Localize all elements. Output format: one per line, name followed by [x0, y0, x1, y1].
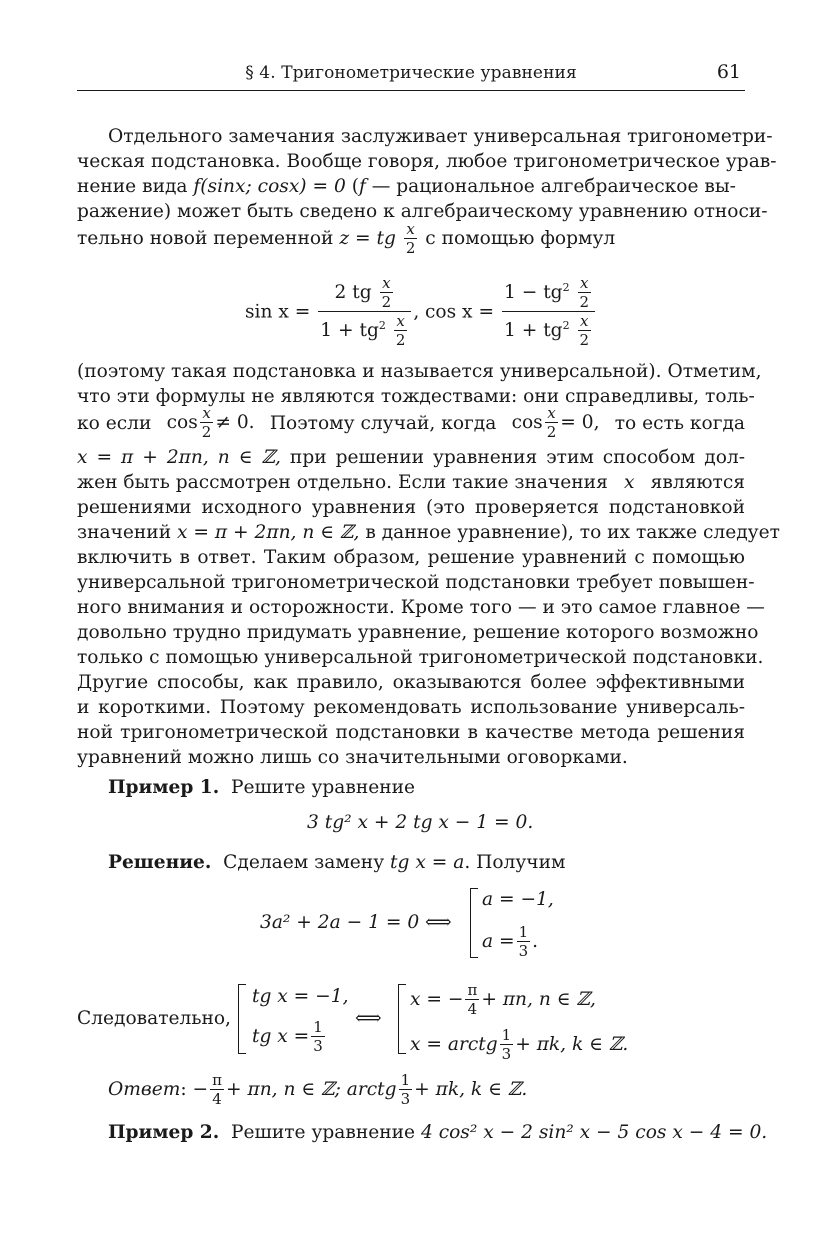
text-line: и короткими. Поэтому рекомендовать использование универсаль-	[77, 697, 745, 718]
consequently-label: Следовательно,	[77, 1008, 231, 1029]
text-line: x = π + 2πn, n ∈ ℤ, при решении уравнения этим способом дол-	[77, 447, 745, 468]
fraction-x-2: $\frac{x}{2}$	[405, 220, 416, 257]
text-line: уравнений можно лишь со значительными оговорками.	[77, 747, 628, 768]
case-line: tg x = −1,	[252, 986, 349, 1007]
solution-heading: Решение. Сделаем замену tg x = a. Получим	[108, 852, 566, 873]
text-line: решениями исходного уравнения (это проверяется подстановкой	[77, 497, 745, 518]
text-line: ной тригонометрической подстановки в качестве метода решения	[77, 722, 745, 743]
iff-symbol: ⟺	[355, 1008, 382, 1029]
text-line: ного внимания и осторожности. Кроме того — и это самое главное —	[77, 597, 765, 618]
text-line: только с помощью универсальной тригонометрической подстановки.	[77, 647, 764, 668]
case-line: a = $\frac{1}{3}$ .	[482, 923, 539, 960]
answer-line: Ответ: − $\frac{\pi}{4}$ + πn, n ∈ ℤ; arctg $\frac{1}{3}$ + πk, k ∈ ℤ.	[108, 1071, 528, 1108]
running-head	[77, 60, 745, 91]
text-line: универсальной тригонометрической подстановки требует повышен-	[77, 572, 755, 593]
case-line: a = −1,	[482, 889, 554, 910]
running-head-title: § 4. Тригонометрические уравнения	[245, 63, 577, 83]
formula-sin: sin x = 2 tg $\frac{x}{2}$ $1 + tg^2$ $\frac{x}{2}$ ,	[245, 274, 420, 349]
case-line: tg x = $\frac{1}{3}$	[252, 1018, 323, 1055]
example-1-heading: Пример 1. Решите уравнение	[108, 777, 416, 798]
text-line: нение вида f(sinx; cosx) = 0 (f — рациональное алгебраическое вы-	[77, 176, 736, 197]
case-line: x = arctg $\frac{1}{3}$ + πk, k ∈ ℤ.	[410, 1026, 629, 1063]
case-line: x = − $\frac{\pi}{4}$ + πn, n ∈ ℤ,	[410, 981, 596, 1018]
text-line: довольно трудно придумать уравнение, решение которого возможно	[77, 622, 759, 643]
text-line: ко если cos $\frac{x}{2}$ ≠ 0. Поэтому случай, когда cos $\frac{x}{2}$ = 0, то есть когда	[77, 404, 745, 441]
solution-equation: 3a² + 2a − 1 = 0 ⟺	[260, 912, 452, 933]
page-number: 61	[716, 61, 741, 83]
text-line: (поэтому такая подстановка и называется универсальной). Отметим,	[77, 361, 762, 382]
text-line: ческая подстановка. Вообще говоря, любое тригонометрическое урав-	[77, 151, 777, 172]
text-line: ражение) может быть сведено к алгебраическому уравнению относи-	[77, 201, 768, 222]
text-line: тельно новой переменной z = tg $\frac{x}{2}$ с помощью формул	[77, 220, 616, 257]
text-line: Отдельного замечания заслуживает универсальная тригонометри-	[108, 126, 773, 147]
formula-cos: cos x = $1 - tg^2$ $\frac{x}{2}$ $1 + tg^2$ $\frac{x}{2}$	[425, 276, 597, 348]
system-bracket	[470, 888, 478, 958]
system-bracket	[398, 984, 406, 1054]
text-line: Другие способы, как правило, оказываются более эффективными	[77, 672, 745, 693]
system-bracket	[238, 984, 246, 1054]
text-line: значений x = π + 2πn, n ∈ ℤ, в данное уравнение), то их также следует	[77, 522, 780, 543]
example-1-equation: 3 tg² x + 2 tg x − 1 = 0.	[307, 812, 534, 833]
text-line: что эти формулы не являются тождествами: они справедливы, толь-	[77, 386, 755, 407]
text-line: жен быть рассмотрен отдельно. Если такие значения x являются	[77, 472, 745, 493]
example-2-heading: Пример 2. Решите уравнение 4 cos² x − 2 sin² x − 5 cos x − 4 = 0.	[108, 1122, 768, 1143]
text-line: включить в ответ. Таким образом, решение уравнений с помощью	[77, 547, 745, 568]
